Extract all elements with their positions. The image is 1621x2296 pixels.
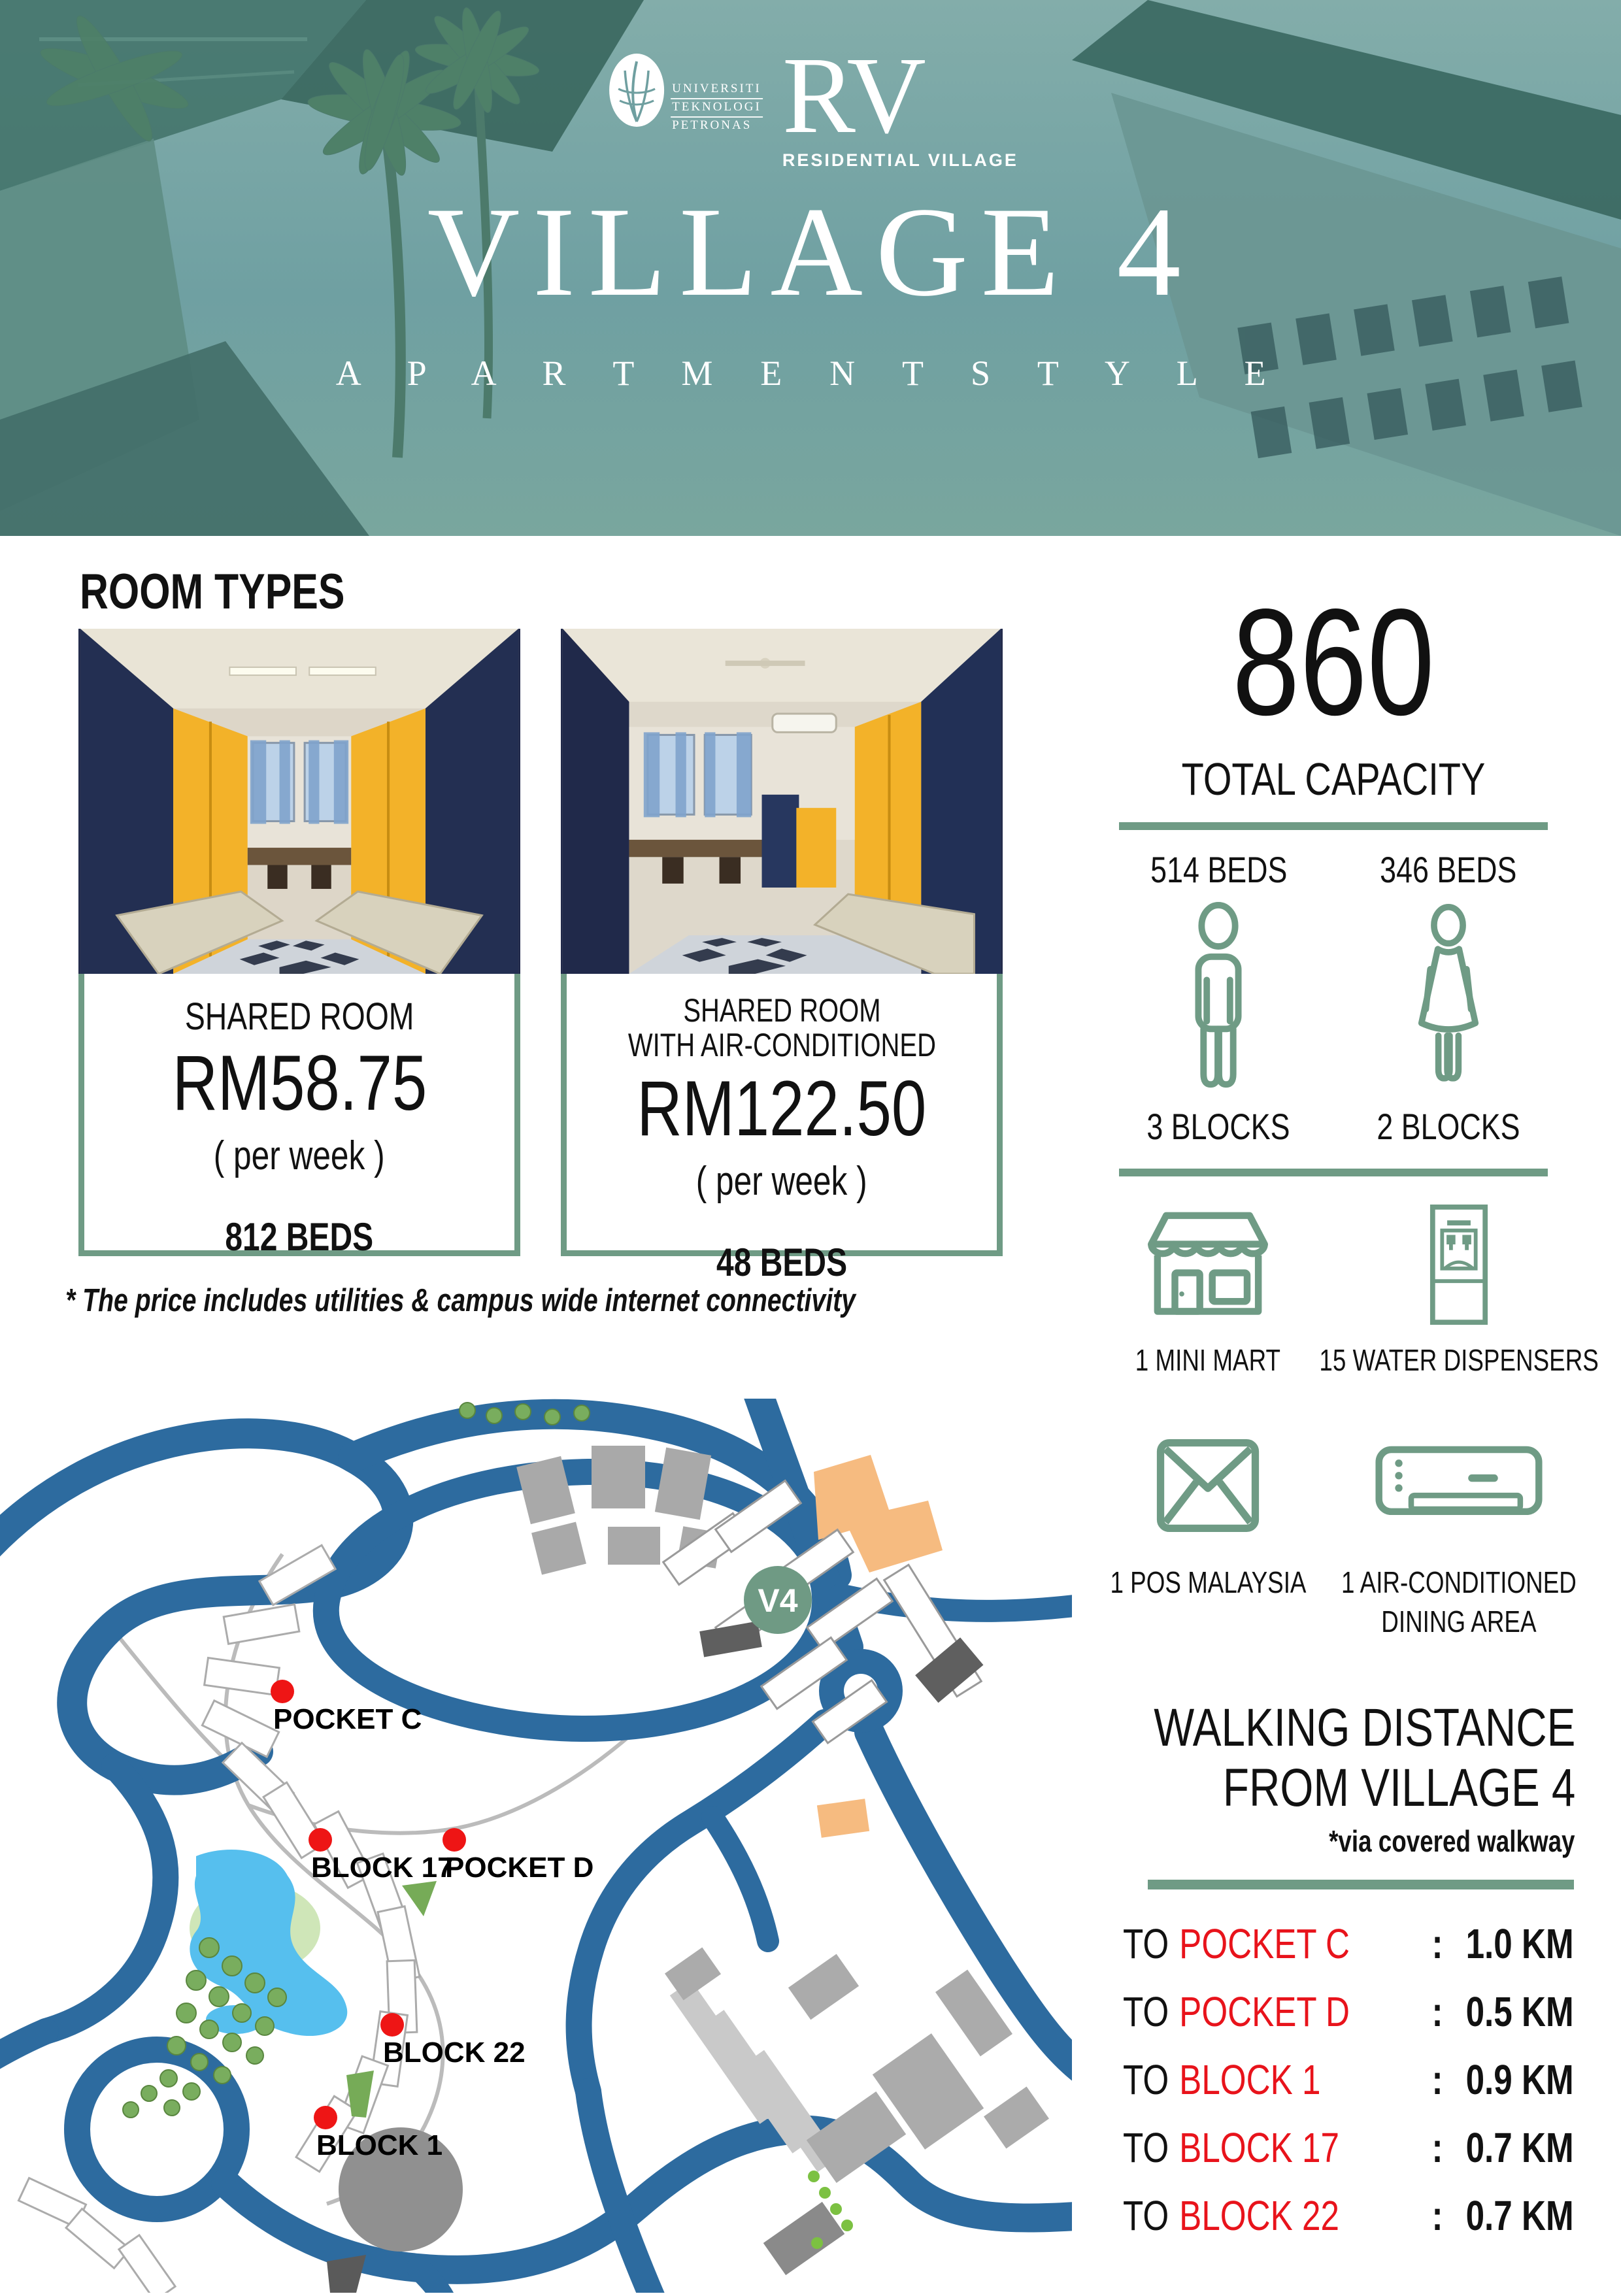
campus-map xyxy=(0,1399,1072,2293)
male-beds-label: 514 BEDS xyxy=(1150,849,1287,890)
room-name xyxy=(627,993,935,1063)
room-photo-aircond xyxy=(561,629,1003,974)
marker-dot-pocket-d xyxy=(443,1828,466,1852)
total-capacity-label: TOTAL CAPACITY xyxy=(1181,754,1486,805)
aircond-dining-label xyxy=(1341,1565,1577,1639)
org-line: UNIVERSITI xyxy=(671,81,763,99)
water-dispenser-amenity xyxy=(1318,1201,1599,1378)
aircond-dining-label-line1: 1 AIR-CONDITIONED xyxy=(1341,1565,1577,1599)
distance-row xyxy=(1123,1978,1574,2046)
distance-row xyxy=(1123,2046,1574,2114)
divider xyxy=(1119,1169,1548,1176)
distance-value: 0.9 KM xyxy=(1465,2056,1574,2103)
distance-value: 0.5 KM xyxy=(1465,1988,1574,2035)
mini-mart-amenity xyxy=(1087,1201,1329,1378)
divider xyxy=(1119,822,1548,830)
distance-place: BLOCK 17 xyxy=(1179,2124,1339,2171)
female-capacity-column xyxy=(1359,848,1538,1148)
room-price: RM122.50 xyxy=(637,1065,927,1152)
walking-title-line2: FROM VILLAGE 4 xyxy=(1222,1757,1575,1818)
room-name-line1: SHARED ROOM xyxy=(682,992,881,1029)
room-price: RM58.75 xyxy=(172,1039,427,1127)
marker-label-pocket-c: POCKET C xyxy=(273,1703,422,1735)
distance-place: BLOCK 1 xyxy=(1179,2056,1321,2103)
divider xyxy=(1148,1880,1574,1889)
room-name: SHARED ROOM xyxy=(184,995,414,1038)
rv-monogram-subtitle: RESIDENTIAL VILLAGE xyxy=(782,150,1018,170)
distance-prefix: TO xyxy=(1123,2124,1169,2171)
marker-label-block-22: BLOCK 22 xyxy=(383,2037,526,2069)
female-blocks-label: 2 BLOCKS xyxy=(1377,1106,1520,1147)
room-card-shared-details xyxy=(78,974,520,1259)
marker-label-block-17: BLOCK 17 xyxy=(311,1852,454,1884)
distance-value: 0.7 KM xyxy=(1465,2124,1574,2171)
svg-text:V4: V4 xyxy=(758,1582,798,1619)
distance-prefix: TO xyxy=(1123,2192,1169,2239)
university-name xyxy=(671,81,763,135)
distance-place: POCKET C xyxy=(1179,1920,1350,1967)
residential-village-logo xyxy=(603,35,1018,171)
distance-place: POCKET D xyxy=(1179,1988,1350,2035)
marker-dot-block-17 xyxy=(309,1828,332,1852)
room-beds-count: 812 BEDS xyxy=(225,1214,374,1259)
room-card-aircond-details xyxy=(561,974,1003,1284)
aircond-dining-amenity xyxy=(1338,1423,1580,1639)
air-conditioner-icon xyxy=(1375,1446,1543,1525)
distance-row xyxy=(1123,2182,1574,2250)
room-price-period: ( per week ) xyxy=(214,1133,385,1178)
distance-separator: : xyxy=(1431,2192,1443,2239)
mini-mart-label: 1 MINI MART xyxy=(1135,1343,1281,1377)
distance-prefix: TO xyxy=(1123,1920,1169,1967)
female-icon xyxy=(1401,903,1496,1093)
mini-mart-icon xyxy=(1143,1206,1273,1325)
male-capacity-column xyxy=(1129,848,1308,1148)
page-title: VILLAGE 4 xyxy=(427,181,1194,323)
marker-dot-pocket-c xyxy=(271,1680,294,1703)
marker-dot-block-1 xyxy=(314,2106,337,2129)
aircond-dining-label-line2: DINING AREA xyxy=(1381,1605,1537,1639)
amenities-row-1 xyxy=(1078,1201,1599,1378)
walking-distance-section xyxy=(1020,1698,1575,1859)
room-card-shared xyxy=(78,629,520,1259)
water-dispenser-icon xyxy=(1429,1204,1489,1325)
room-name-line2: WITH AIR-CONDITIONED xyxy=(627,1027,936,1063)
distance-place: BLOCK 22 xyxy=(1179,2192,1339,2239)
distance-separator: : xyxy=(1431,2124,1443,2171)
distance-separator: : xyxy=(1431,1988,1443,2035)
marker-dot-block-22 xyxy=(380,2013,404,2037)
campus-map-graphic xyxy=(0,1399,1072,2293)
pos-malaysia-label: 1 POS MALAYSIA xyxy=(1110,1565,1307,1599)
pos-malaysia-amenity xyxy=(1087,1423,1329,1639)
distance-value: 0.7 KM xyxy=(1465,2192,1574,2239)
marker-label-block-1: BLOCK 1 xyxy=(316,2129,443,2161)
distance-table xyxy=(1123,1910,1621,2250)
header-banner xyxy=(0,0,1621,536)
distance-value: 1.0 KM xyxy=(1465,1920,1574,1967)
room-card-aircond xyxy=(561,629,1003,1284)
female-beds-label: 346 BEDS xyxy=(1380,849,1517,890)
distance-separator: : xyxy=(1431,2056,1443,2103)
room-types-heading: ROOM TYPES xyxy=(80,564,345,620)
price-note: * The price includes utilities & campus wide internet connectivity xyxy=(65,1283,856,1318)
distance-prefix: TO xyxy=(1123,1988,1169,2035)
room-beds-count: 48 BEDS xyxy=(716,1240,848,1284)
page-subtitle: A P A R T M E N T S T Y L E xyxy=(335,354,1286,393)
male-icon xyxy=(1169,901,1267,1095)
village4-badge xyxy=(744,1566,812,1634)
water-dispenser-label: 15 WATER DISPENSERS xyxy=(1318,1343,1599,1377)
distance-prefix: TO xyxy=(1123,2056,1169,2103)
amenities-row-2 xyxy=(1078,1423,1588,1639)
distance-separator: : xyxy=(1431,1920,1443,1967)
marker-label-pocket-d: POCKET D xyxy=(445,1852,594,1884)
envelope-icon xyxy=(1156,1437,1260,1535)
utp-emblem-icon xyxy=(603,51,671,136)
room-price-period: ( per week ) xyxy=(696,1159,867,1204)
distance-row xyxy=(1123,1910,1574,1978)
orange-building-small xyxy=(817,1799,869,1838)
room-photo-shared xyxy=(78,629,520,974)
org-line: PETRONAS xyxy=(672,118,752,132)
walking-title-line1: WALKING DISTANCE xyxy=(1153,1698,1575,1757)
org-line: TEKNOLOGI xyxy=(671,99,763,118)
distance-row xyxy=(1123,2114,1574,2182)
male-blocks-label: 3 BLOCKS xyxy=(1146,1106,1290,1147)
rv-monogram: RV xyxy=(782,35,926,156)
total-capacity-number: 860 xyxy=(1232,578,1435,747)
gender-capacity-section xyxy=(1078,848,1588,1148)
walking-note: *via covered walkway xyxy=(1329,1823,1575,1858)
